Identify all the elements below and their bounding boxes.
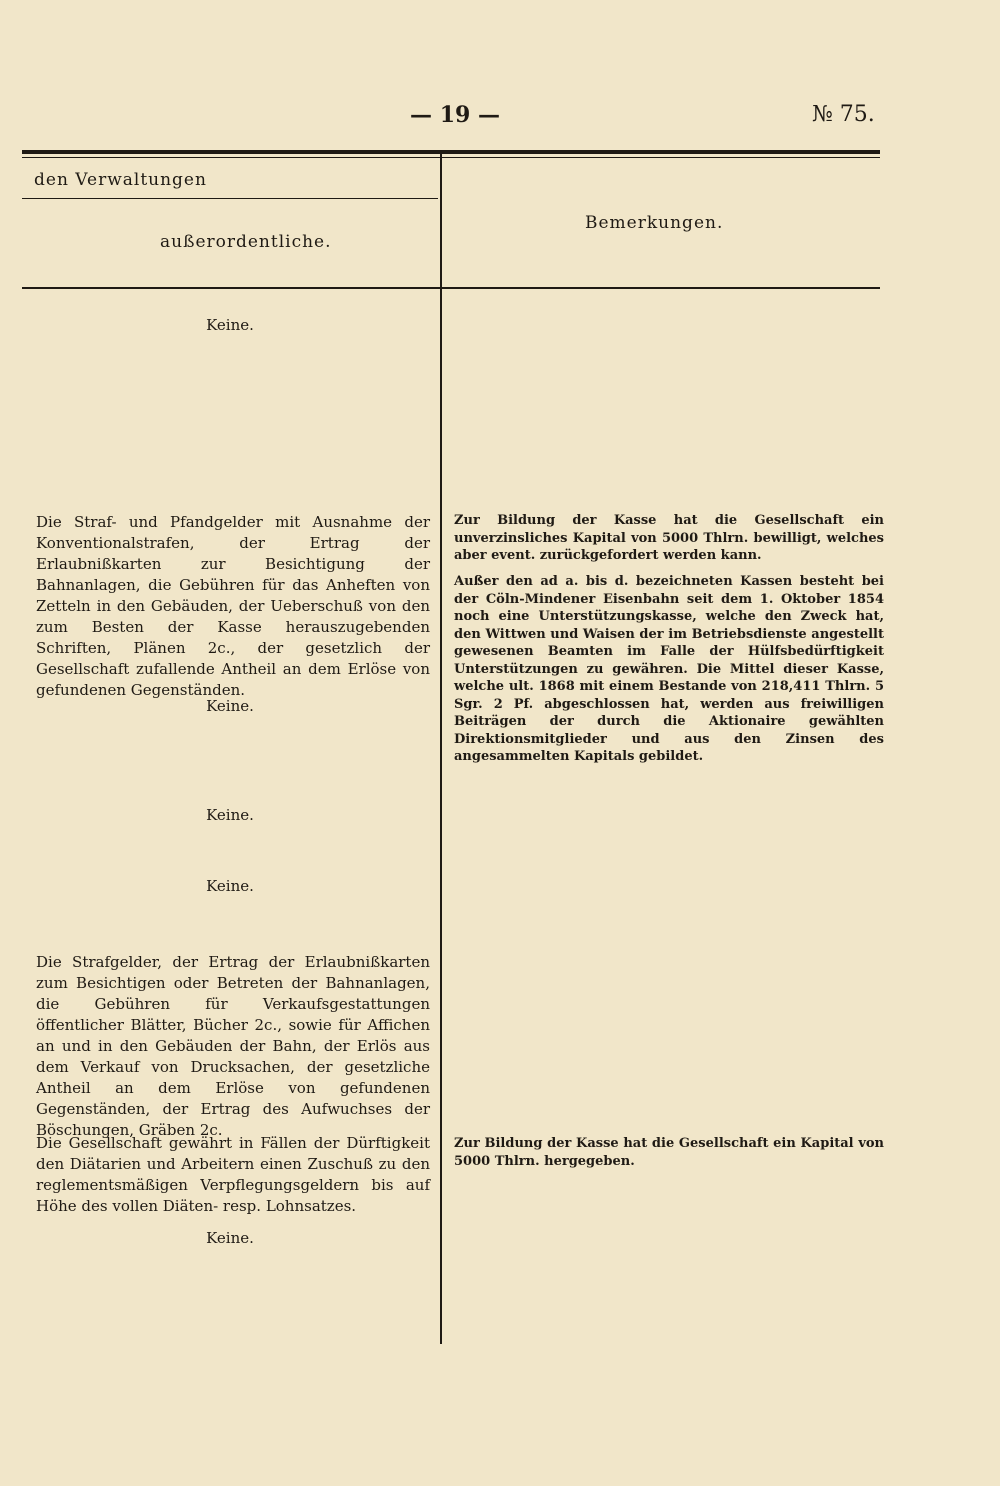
header-bottom-rule: [22, 287, 880, 289]
entry-straf-pfandgelder: Die Straf- und Pfandgelder mit Ausnahme der Konventionalstrafen, der Ertrag der Erlaubnißkarten zur Besichtigung der Bahnanlagen, die Gebühren für das Anheften von Zetteln in den Gebäuden, der Ueberschuß von den zum Besten der Kasse herauszugebenden Schriften, Plänen 2c., der gesetzlich der Gesellschaft zufallende Antheil an dem Erlöse von gefundenen Gegenständen.: [36, 513, 430, 699]
top-thick-rule: [22, 150, 880, 154]
remark-kasse-bildung: Zur Bildung der Kasse hat die Gesellschaft ein unverzinsliches Kapital von 5000 Thlrn. bewilligt, welches aber event. zurückgefordert werden kann.: [454, 513, 884, 563]
top-thin-rule: [22, 157, 880, 158]
left-header-rule: [22, 198, 438, 199]
remark-kasse-kapital: Zur Bildung der Kasse hat die Gesellschaft ein Kapital von 5000 Thlrn. hergegeben.: [454, 1136, 884, 1169]
entry-keine: Keine.: [206, 806, 254, 824]
page-number: — 19 —: [410, 102, 500, 128]
right-column-title: Bemerkungen.: [585, 213, 724, 233]
sheet-number: № 75.: [812, 102, 875, 127]
entry-strafgelder: Die Strafgelder, der Ertrag der Erlaubnißkarten zum Besichtigen oder Betreten der Bahnanlagen, die Gebühren für Verkaufsgestattungen öffentlicher Blätter, Bücher 2c., sowie für Affichen an und in den Gebäuden der Bahn, der Erlös aus dem Verkauf von Drucksachen, der gesetzliche Antheil an dem Erlöse von gefundenen Gegenständen, der Ertrag des Aufwuchses der Böschungen, Gräben 2c.: [36, 953, 430, 1139]
remark-unterstuetzungskasse: Außer den ad a. bis d. bezeichneten Kassen besteht bei der Cöln-Mindener Eisenbahn seit dem 1. Oktober 1854 noch eine Unterstützungskasse, welche den Zweck hat, den Wittwen und Waisen der im Betriebsdienste angestellt gewesenen Beamten im Falle der Hülfsbedürftigkeit Unterstützungen zu gewähren. Die Mittel dieser Kasse, welche ult. 1868 mit einem Bestande von 218,411 Thlrn. 5 Sgr. 2 Pf. abgeschlossen hat, werden aus freiwilligen Beiträgen der durch die Aktionaire gewählten Direktionsmitglieder und aus den Zinsen des angesammelten Kapitals gebildet.: [454, 574, 884, 764]
column-divider: [440, 154, 442, 1344]
entry-keine: Keine.: [206, 877, 254, 895]
entry-keine: Keine.: [206, 316, 254, 334]
entry-duerftigkeit: Die Gesellschaft gewährt in Fällen der Dürftigkeit den Diätarien und Arbeitern einen Zuschuß zu den reglementsmäßigen Verpflegungsgeldern bis auf Höhe des vollen Diäten- resp. Lohnsatzes.: [36, 1134, 430, 1215]
left-column-title: den Verwaltungen: [34, 170, 207, 190]
left-column-subtitle: außerordentliche.: [160, 232, 332, 252]
entry-keine: Keine.: [206, 1229, 254, 1247]
entry-keine: Keine.: [206, 697, 254, 715]
